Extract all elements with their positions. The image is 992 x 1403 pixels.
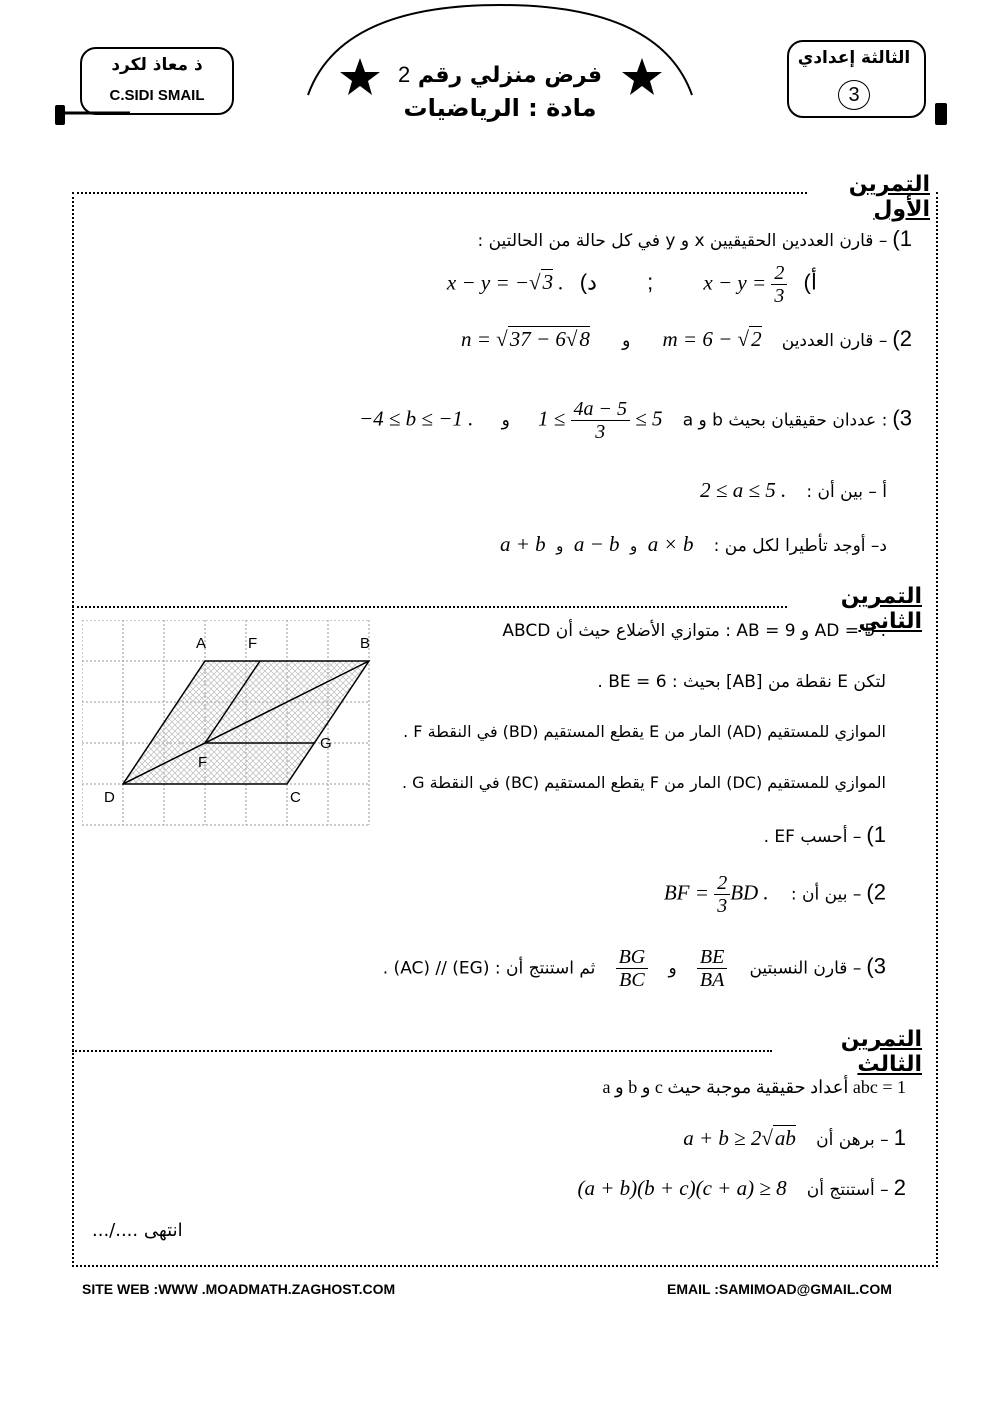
ex1-q1-cases: [447, 262, 817, 307]
star-icon: [340, 58, 380, 95]
level-number: 3: [848, 84, 860, 106]
ex3-q2: [577, 1175, 906, 1201]
ex2-q3-frac1: $\frac{BE}{BA}$: [697, 946, 727, 991]
label-c: C: [290, 789, 301, 806]
ex1-q3-cond2: −4 ≤ b ≤ −1 .: [358, 406, 474, 431]
teacher-name: ذ معاذ لكرد: [111, 55, 203, 75]
ex2-q3: [383, 946, 886, 991]
ex1-q3a: [700, 478, 887, 503]
ex2-q2: [664, 872, 886, 917]
ex1-q1b-math: x − y = −√3 .: [446, 270, 564, 295]
ex1-q1-number: 1): [892, 226, 912, 251]
subject-title: مادة : الرياضيات: [403, 94, 597, 122]
ex3-q1-math: a + b ≥ 2√ab: [683, 1126, 796, 1150]
ex2-line1: ABCD متوازي الأضلاع حيث أن : AB = 9 و AD = 5 .: [502, 621, 886, 641]
ex2-title: التمرين الثاني: [840, 584, 922, 634]
ex1-q3b-math: a + b و a − b و a × b: [499, 532, 694, 556]
ex1-q3b: [500, 532, 887, 557]
ex1-q2-and: و: [622, 331, 631, 351]
ex1-q1a-math: x − y = $\frac{2}{3}$: [703, 262, 787, 307]
label-f-top: F: [248, 635, 258, 652]
separator-semicolon: ;: [647, 269, 654, 295]
header: [0, 0, 992, 140]
homework-title-text: فرض منزلي رقم: [417, 63, 603, 88]
ex2-q3-text: – قارن النسبتين: [749, 958, 862, 979]
ex3-title: التمرين الثالث: [840, 1027, 922, 1077]
ex2-line4: الموازي للمستقيم (DC) المار من F يقطع المستقيم (BC) في النقطة G .: [402, 773, 886, 792]
homework-title: [380, 62, 620, 88]
ex3-q2-number: 2: [893, 1175, 906, 1200]
ex2-q1-text: – أحسب EF .: [763, 827, 862, 847]
ex2-q1: [764, 822, 886, 848]
label-g: G: [320, 735, 332, 752]
homework-number: 2: [397, 62, 411, 87]
ex1-q2-m: m = 6 − √2: [662, 327, 762, 351]
ex2-q2-number: 2): [866, 879, 886, 905]
star-icon: [622, 58, 662, 95]
ex3-q1: [683, 1125, 906, 1151]
ex3-rule: [72, 1050, 772, 1052]
ex2-q3-and: و: [668, 958, 677, 979]
ex1-q1b-label: د): [579, 269, 597, 295]
end-marker: انتهى ..../...: [92, 1220, 183, 1241]
ex2-q2-math: BF = $\frac{2}{3}$ BD .: [663, 872, 769, 917]
ex1-q3b-text: د– أوجد تأطيرا لكل من :: [713, 536, 887, 556]
label-d: D: [104, 789, 115, 806]
ex2-q2-text: – بين أن :: [790, 884, 862, 905]
ex3-q2-math: (a + b)(b + c)(c + a) ≥ 8: [577, 1176, 787, 1200]
ex1-q2-n: n = √37 − 6√8: [461, 327, 590, 351]
level-text: الثالثة إعدادي: [797, 48, 911, 68]
label-a: A: [196, 635, 207, 652]
ex3-q1-text: – برهن أن: [816, 1130, 889, 1150]
ex2-q3-number: 3): [866, 953, 886, 979]
label-f: F: [198, 754, 208, 771]
ex1-q3-and: و: [501, 410, 510, 431]
ex1-q2: [461, 326, 912, 352]
ex1-q2-text: – قارن العددين: [781, 331, 888, 351]
ex1-q3-number: 3): [892, 405, 912, 431]
ex3-intro: a و b و c أعداد حقيقية موجبة حيث abc = 1: [602, 1077, 906, 1097]
ex2-rule: [72, 606, 787, 608]
ex1-q3: [359, 398, 912, 443]
ex2-q1-number: 1): [866, 822, 886, 847]
ex1-title: التمرين الأول: [848, 172, 930, 222]
ex2-line2: لتكن E نقطة من [AB] بحيث : BE = 6 .: [597, 672, 886, 692]
ex2-line3: الموازي للمستقيم (AD) المار من E يقطع المستقيم (BD) في النقطة F .: [403, 722, 886, 741]
ex1-q3-text: a و b عددان حقيقيان بحيث :: [682, 410, 888, 431]
ex1-q3-cond1: 1 ≤ $\frac{4a - 5}{3}$ ≤ 5: [537, 398, 663, 443]
ex2-q3-frac2: $\frac{BG}{BC}$: [616, 946, 649, 991]
ex3-q1-number: 1: [893, 1125, 906, 1150]
ex1-q1-text: – قارن العددين الحقيقيين x و y في كل حالة من الحالتين :: [477, 231, 888, 251]
ex1-q3a-text: أ – بين أن :: [806, 482, 887, 502]
footer-site: SITE WEB :WWW .MOADMATH.ZAGHOST.COM: [82, 1281, 396, 1297]
ex1-q3a-math: 2 ≤ a ≤ 5 .: [700, 478, 787, 502]
ex1-q1: [477, 226, 912, 252]
ex3-q2-text: – أستنتج أن: [806, 1180, 889, 1200]
ex2-q3-tail: ثم استنتج أن : (EG) // (AC) .: [382, 958, 596, 979]
footer-email: EMAIL :SAMIMOAD@GMAIL.COM: [667, 1281, 892, 1297]
ex1-q2-number: 2): [892, 326, 912, 351]
ex1-q1a-label: أ): [803, 269, 817, 295]
school-name: C.SIDI SMAIL: [109, 87, 205, 104]
label-b: B: [360, 635, 371, 652]
frame-top-rule: [72, 192, 807, 194]
parallelogram-figure: [82, 620, 372, 826]
